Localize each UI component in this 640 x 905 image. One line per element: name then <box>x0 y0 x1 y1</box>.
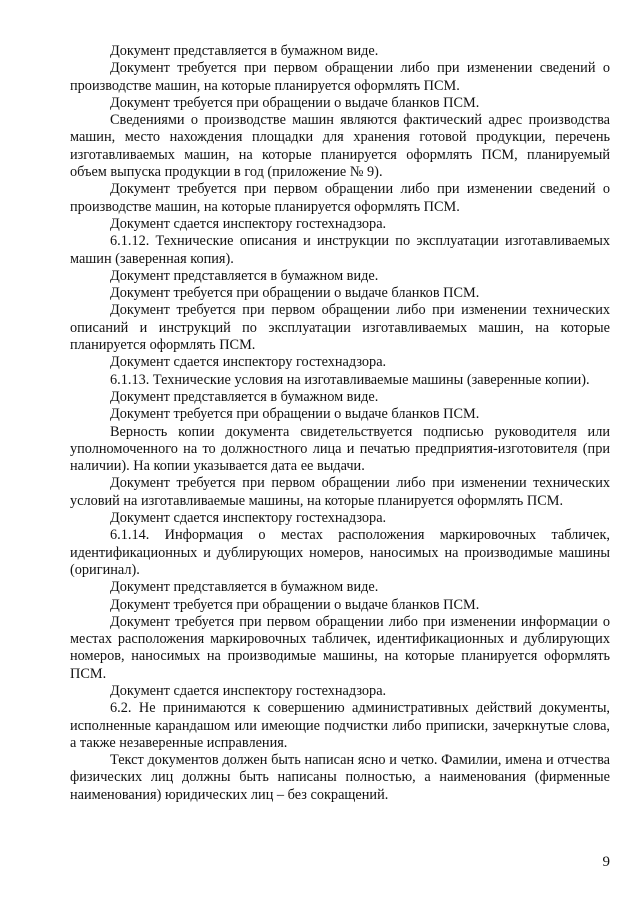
paragraph: Верность копии документа свидетельствуется подписью руководителя или уполномоченного на то должностного лица и печатью предприятия-изготовителя (при наличии). На копии указывается дата ее выдачи. <box>70 423 610 475</box>
paragraph: Документ требуется при первом обращении либо при изменении технических описаний и инструкций по эксплуатации изготавливаемых машин, на которые планируется оформлять ПСМ. <box>70 302 610 354</box>
paragraph: Документ требуется при первом обращении либо при изменении информации о местах расположения маркировочных табличек, идентификационных и дублирующих номеров, наносимых на производимые машины, на которые планируется оформлять ПСМ. <box>70 613 610 682</box>
paragraph: Документ сдается инспектору гостехнадзора. <box>110 215 387 232</box>
paragraph: Текст документов должен быть написан ясно и четко. Фамилии, имена и отчества физических лиц должны быть написаны полностью, а наименования (фирменные наименования) юридических лиц – без сокращений. <box>70 752 610 803</box>
paragraph: Документ требуется при обращении о выдаче бланков ПСМ. <box>110 285 480 302</box>
paragraph: Сведениями о производстве машин являются фактический адрес производства машин, место нахождения площадки для хранения готовой продукции, перечень изготавливаемых машин, на которые планируется оформлять ПСМ, планируемый объем выпуска продукции в год (приложение № 9). <box>70 112 610 181</box>
paragraph: Документ требуется при обращении о выдаче бланков ПСМ. <box>110 406 480 423</box>
document-page <box>70 43 610 804</box>
section-6-1-14: 6.1.14. Информация о местах расположения маркировочных табличек, идентификационных и дублирующих номеров, наносимых на производимые машины (оригинал). <box>70 527 610 578</box>
paragraph: Документ представляется в бумажном виде. <box>110 267 379 284</box>
section-6-1-12: 6.1.12. Технические описания и инструкции по эксплуатации изготавливаемых машин (заверенная копия). <box>70 233 610 267</box>
page-number: 9 <box>602 854 610 870</box>
paragraph: Документ сдается инспектору гостехнадзора. <box>110 510 387 527</box>
paragraph: Документ представляется в бумажном виде. <box>110 388 379 405</box>
paragraph: Документ представляется в бумажном виде. <box>110 579 379 596</box>
paragraph: Документ представляется в бумажном виде. <box>110 43 379 59</box>
paragraph: Документ требуется при первом обращении либо при изменении сведений о производстве машин, на которые планируется оформлять ПСМ. <box>70 181 610 215</box>
paragraph: Документ сдается инспектору гостехнадзора. <box>110 682 387 699</box>
paragraph: Документ требуется при обращении о выдаче бланков ПСМ. <box>110 94 480 111</box>
section-6-1-13: 6.1.13. Технические условия на изготавливаемые машины (заверенные копии). <box>110 371 590 388</box>
section-6-2: 6.2. Не принимаются к совершению административных действий документы, исполненные карандашом или имеющие подчистки либо приписки, зачеркнутые слова, а также незаверенные исправления. <box>70 700 610 751</box>
paragraph: Документ требуется при первом обращении либо при изменении сведений о производстве машин, на которые планируется оформлять ПСМ. <box>70 60 610 94</box>
paragraph: Документ требуется при обращении о выдаче бланков ПСМ. <box>110 596 480 613</box>
paragraph: Документ требуется при первом обращении либо при изменении технических условий на изготавливаемые машины, на которые планируется оформлять ПСМ. <box>70 475 610 509</box>
paragraph: Документ сдается инспектору гостехнадзора. <box>110 354 387 371</box>
